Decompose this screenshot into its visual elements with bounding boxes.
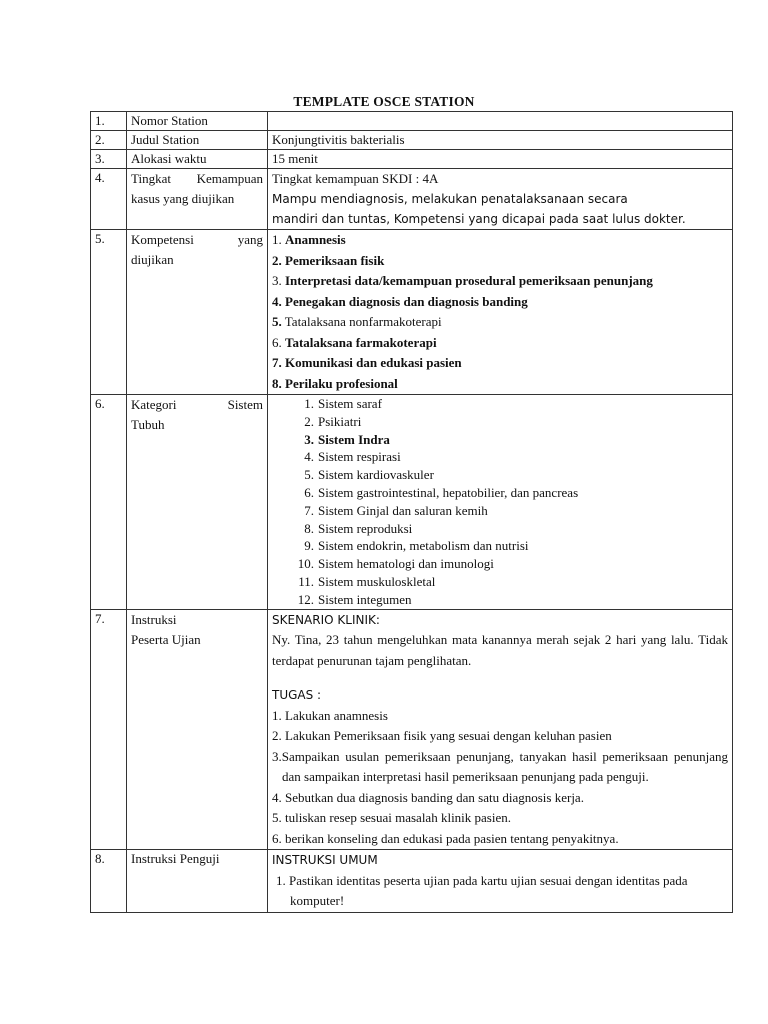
list-item: 12. Sistem integumen (297, 591, 412, 607)
content-line: Tingkat kemampuan SKDI : 4A (272, 171, 439, 186)
competency-list (268, 230, 733, 395)
table-row (91, 150, 733, 169)
table-row (91, 131, 733, 150)
list-item: 5. Sistem kardiovaskuler (304, 467, 434, 483)
task-item: 4. Sebutkan dua diagnosis banding dan satu diagnosis kerja. (272, 789, 584, 805)
label-line: diujikan (131, 252, 174, 267)
list-item: 1. Anamnesis (272, 232, 346, 247)
table-row (91, 112, 733, 131)
spacer (272, 671, 728, 685)
scenario-heading: SKENARIO KLINIK: (272, 612, 380, 627)
list-item: 3. Interpretasi data/kemampuan prosedural pemeriksaan penunjang (272, 273, 653, 288)
row-label (127, 395, 268, 610)
list-item: 9. Sistem endokrin, metabolism dan nutrisi (304, 538, 529, 554)
label-line: Peserta Ujian (131, 631, 201, 647)
list-item: 7. Komunikasi dan edukasi pasien (272, 355, 462, 370)
task-item: 2. Lakukan Pemeriksaan fisik yang sesuai dengan keluhan pasien (272, 728, 612, 744)
list-item-selected: 3. Sistem Indra (304, 431, 390, 447)
row-number: 8. (91, 850, 127, 913)
task-item: 1. Lakukan anamnesis (272, 707, 388, 723)
list-item: 11. Sistem muskuloskletal (298, 573, 436, 589)
label-line: Tingkat Kemampuan (131, 171, 263, 186)
row-content (268, 112, 733, 131)
table-row (91, 395, 733, 610)
time-allocation: 15 menit (268, 150, 733, 169)
content-line: mandiri dan tuntas, Kompetensi yang dicapai pada saat lulus dokter. (272, 212, 686, 226)
general-instructions-heading: INSTRUKSI UMUM (272, 853, 378, 868)
row-number: 7. (91, 609, 127, 850)
candidate-instructions (268, 609, 733, 850)
row-number: 3. (91, 150, 127, 169)
row-number: 1. (91, 112, 127, 131)
row-label (127, 609, 268, 850)
tasks-heading: TUGAS : (272, 688, 322, 703)
examiner-instructions (268, 850, 733, 913)
list-item: 4. Penegakan diagnosis dan diagnosis banding (272, 293, 528, 309)
system-list (272, 395, 728, 609)
table-row (91, 850, 733, 913)
row-label: Alokasi waktu (127, 150, 268, 169)
row-number: 2. (91, 131, 127, 150)
competency-level (268, 169, 733, 230)
instruction-item: 1. Pastikan identitas peserta ujian pada kartu ujian sesuai dengan identitas pada komputer! (276, 872, 688, 909)
list-item: 10. Sistem hematologi dan imunologi (297, 556, 494, 572)
body-system-list (268, 395, 733, 610)
table-row (91, 169, 733, 230)
table-row (91, 230, 733, 395)
label-line: Instruksi (131, 611, 177, 627)
label-line: Kategori Sistem (131, 397, 263, 412)
label-line: Kompetensi yang (131, 232, 263, 247)
row-label: Instruksi Penguji (127, 850, 268, 913)
task-item: 6. berikan konseling dan edukasi pada pasien tentang penyakitnya. (272, 830, 619, 846)
list-item: 2. Pemeriksaan fisik (272, 252, 385, 268)
scenario-text: Ny. Tina, 23 tahun mengeluhkan mata kanannya merah sejak 2 hari yang lalu. Tidak terdapat penurunan tajam penglihatan. (272, 632, 728, 668)
list-item: 2. Psikiatri (304, 413, 362, 429)
list-item: 5. Tatalaksana nonfarmakoterapi (272, 314, 442, 329)
row-label: Nomor Station (127, 112, 268, 131)
row-label (127, 169, 268, 230)
list-item: 1. Sistem saraf (304, 396, 382, 411)
row-number: 5. (91, 230, 127, 395)
station-title: Konjungtivitis bakterialis (268, 131, 733, 150)
table-row (91, 609, 733, 850)
row-number: 4. (91, 169, 127, 230)
document-title: TEMPLATE OSCE STATION (293, 94, 475, 109)
list-item: 7. Sistem Ginjal dan saluran kemih (304, 502, 488, 518)
row-label: Judul Station (127, 131, 268, 150)
list-item: 8. Sistem reproduksi (304, 520, 413, 536)
row-number: 6. (91, 395, 127, 610)
list-item: 4. Sistem respirasi (304, 449, 401, 465)
list-item: 8. Perilaku profesional (272, 375, 398, 391)
task-item: 5. tuliskan resep sesuai masalah klinik pasien. (272, 810, 512, 826)
row-label (127, 230, 268, 395)
task-item: 3.Sampaikan usulan pemeriksaan penunjang, tanyakan hasil pemeriksaan penunjang dan sampaikan interpretasi hasil pemeriksaan penunjang pada penguji. (272, 748, 728, 785)
list-item: 6. Tatalaksana farmakoterapi (272, 334, 437, 350)
label-line: kasus yang diujikan (131, 191, 235, 206)
content-line: Mampu mendiagnosis, melakukan penatalaksanaan secara (272, 192, 628, 206)
osce-station-table (90, 111, 733, 913)
label-line: Tubuh (131, 417, 165, 432)
list-item: 6. Sistem gastrointestinal, hepatobilier, dan pancreas (304, 484, 579, 500)
